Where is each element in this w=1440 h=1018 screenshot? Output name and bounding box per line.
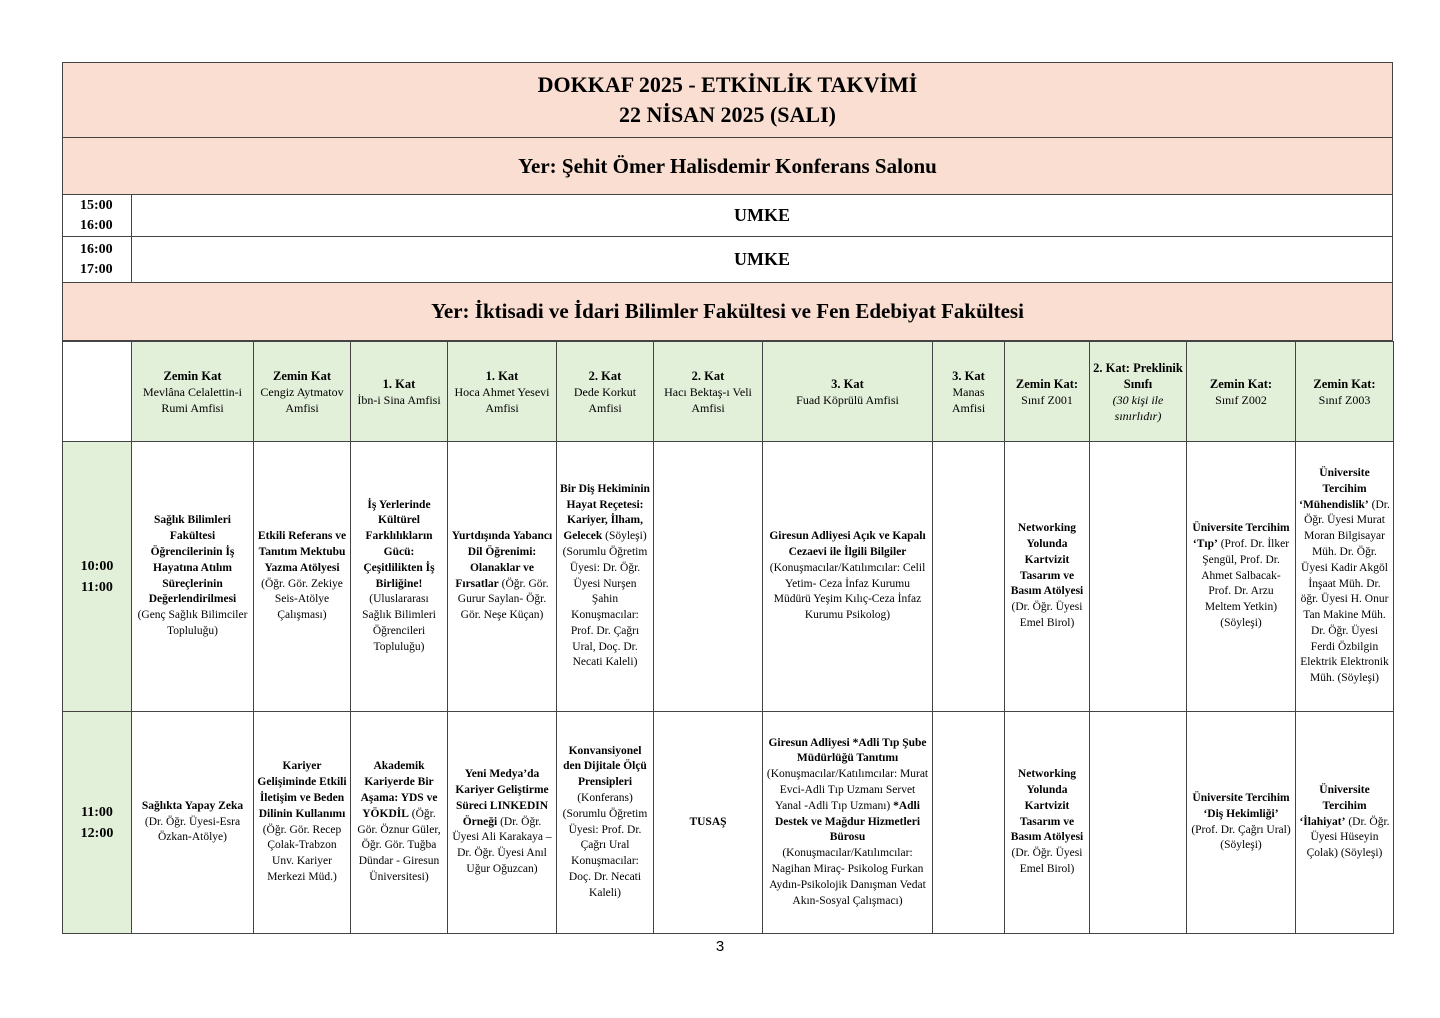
room-name: Sınıf Z001 [1021,392,1073,407]
event-title: TUSAŞ [689,815,727,828]
room-floor: 2. Kat [588,368,622,383]
event-title: Sağlıkta Yapay Zeka [141,799,244,812]
room-header [1187,342,1296,442]
room-header [1090,342,1187,442]
event-cell [1296,442,1394,712]
event-cell-empty [933,712,1005,934]
room-name: Sınıf Z003 [1318,392,1371,407]
event-detail: (Dr. Öğr. Üyesi Emel Birol) [1011,847,1083,875]
event-cell [1005,442,1090,712]
time-start: 10:00 [80,558,114,574]
schedule-row [63,442,1394,712]
event-cell [132,442,254,712]
event-detail: (Konuşmacılar/Katılımcılar: Celil Yetim- Ceza İnfaz Kurumu Müdürü Yeşim Kılıç-Ceza İnfaz Kurumu Psikolog) [769,561,926,622]
room-floor: Zemin Kat [273,368,331,383]
title-block [62,62,1393,138]
event-detail: (Dr. Öğr. Üyesi Ali Karakaya – Dr. Öğr. Üyesi Anıl Uğur Oğuzcan) [452,815,552,875]
room-header-row [63,342,1394,442]
event-detail: (Öğr. Gör. Gurur Saylan- Öğr. Gör. Neşe Küçan) [457,577,549,622]
time-slot [63,237,132,282]
event-cell [351,712,448,934]
room-header [654,342,763,442]
header-corner [63,342,132,442]
event-detail: (Dr. Öğr. Üyesi Emel Birol) [1011,601,1083,629]
event-title: Kariyer Gelişiminde Etkili İletişim ve Beden Dilinin Kullanımı [257,760,347,820]
time-start: 11:00 [81,804,113,820]
time-end: 12:00 [80,825,114,841]
event-detail: (Söyleşi) (Sorumlu Öğretim Üyesi: Dr. Öğr. Üyesi Nurşen Şahin Konuşmacılar: Prof. Dr. Çağrı Ural, Doç. Dr. Necati Kaleli) [562,530,648,669]
umke-row [62,237,1393,283]
event-detail: (Uluslararası Sağlık Bilimleri Öğrencileri Topluluğu) [362,593,436,653]
event-detail: (Dr. Öğr. Üyesi Murat Moran Bilgisayar Müh. Dr. Öğr. Üyesi Kadir Akgöl İnşaat Müh. Dr. öğr. Üyesi H. Onur Tan Makine Müh. Dr. Öğr. Üyesi Ferdi Özbilgin Elektrik Elektronik Müh. (Söyleşi) [1300,498,1390,685]
event-cell [448,442,557,712]
time-end: 17:00 [80,261,113,277]
room-capacity-note: (30 kişi ile sınırlıdır) [1112,392,1164,423]
room-name: Hoca Ahmet Yesevi Amfisi [454,384,550,415]
event-cell-empty [1090,442,1187,712]
schedule-table [62,341,1394,934]
venue-conference-hall: Yer: Şehit Ömer Halisdemir Konferans Salonu [62,138,1393,195]
event-cell [254,712,351,934]
event-cell [763,712,933,934]
event-detail-secondary: (Konuşmacılar/Katılımcılar: Nagihan Miraç- Psikolog Furkan Aydın-Psikolojik Danışman Vedat Akın-Sosyal Çalışmacı) [769,847,926,907]
time-start: 15:00 [80,197,113,213]
event-detail: (Öğr. Gör. Recep Çolak-Trabzon Unv. Kariyer Merkezi Müd.) [262,823,342,883]
room-name: Dede Korkut Amfisi [573,384,637,415]
room-floor: 2. Kat [691,368,725,383]
event-title: Sağlık Bilimleri Fakültesi Öğrencilerinin İş Hayatına Atılım Süreçlerinin Değerlendirilmesi [148,514,237,606]
event-title: Akademik Kariyerde Bir Aşama: YDS ve YÖKDİL [360,760,438,820]
room-floor: Zemin Kat: [1313,376,1376,391]
event-cell [557,442,654,712]
room-header [1296,342,1394,442]
room-name: Mevlâna Celalettin-i Rumi Amfisi [143,384,242,415]
event-cell [557,712,654,934]
umke-event: UMKE [734,205,790,225]
event-title: Üniversite Tercihim ‘Mühendislik’ [1299,466,1370,511]
event-title: Yurtdışında Yabancı Dil Öğrenimi: Olanaklar ve Fırsatlar [451,530,553,590]
schedule-row [63,712,1394,934]
room-header [351,342,448,442]
event-detail: (Genç Sağlık Bilimciler Topluluğu) [137,609,248,637]
room-name: İbn-i Sina Amfisi [357,392,441,407]
event-detail: (Konuşmacılar/Katılımcılar: Murat Evci-Adli Tıp Uzmanı Servet Yanal -Adli Tıp Uzmanı) [766,768,929,812]
event-title: Konvansiyonel den Dijitale Ölçü Prensipleri [563,744,647,789]
umke-event: UMKE [734,249,790,269]
event-cell [448,712,557,934]
room-header [763,342,933,442]
room-header [448,342,557,442]
room-floor: 2. Kat: Preklinik Sınıfı [1093,360,1183,391]
time-slot [63,442,132,712]
event-cell [1187,442,1296,712]
room-header [254,342,351,442]
event-cell-empty [654,442,763,712]
event-cell [763,442,933,712]
event-cell [1005,712,1090,934]
venue-faculties: Yer: İktisadi ve İdari Bilimler Fakültesi ve Fen Edebiyat Fakültesi [62,283,1393,341]
event-title: Etkili Referans ve Tanıtım Mektubu Yazma Atölyesi [257,530,347,574]
room-name: Manas Amfisi [951,384,986,415]
event-title: Networking Yolunda Kartvizit Tasarım ve Basım Atölyesi [1010,522,1084,598]
time-start: 16:00 [80,241,113,257]
room-floor: Zemin Kat: [1209,376,1273,391]
room-floor: 1. Kat [382,376,416,391]
time-end: 16:00 [80,217,113,233]
room-header [557,342,654,442]
event-title: İş Yerlerinde Kültürel Farklılıkların Gücü: Çeşitlilikten İş Birliğine! [363,498,435,590]
time-slot [63,712,132,934]
event-date: 22 NİSAN 2025 (SALI) [619,102,836,127]
time-slot [63,195,132,236]
room-header [1005,342,1090,442]
event-title: Üniversite Tercihim ‘Tıp’ [1192,522,1290,550]
event-detail: (Dr. Öğr. Üyesi-Esra Özkan-Atölye) [144,815,241,844]
room-floor: 1. Kat [485,368,519,383]
event-detail: (Dr. Öğr. Üyesi Hüseyin Çolak) (Söyleşi) [1306,815,1390,860]
page-number: 3 [715,938,725,955]
room-floor: 3. Kat [952,368,985,383]
room-floor: Zemin Kat: [1015,376,1079,391]
event-cell [654,712,763,934]
time-end: 11:00 [81,579,113,595]
event-detail: (Konferans) (Sorumlu Öğretim Üyesi: Prof. Dr. Çağrı Ural Konuşmacılar: Doç. Dr. Necati Kaleli) [562,791,648,899]
room-name: Cengiz Aytmatov Amfisi [260,384,344,415]
event-cell [1296,712,1394,934]
room-floor: Zemin Kat [163,368,222,383]
event-title: Giresun Adliyesi *Adli Tıp Şube Müdürlüğü Tanıtımı [768,736,927,765]
event-title: Bir Diş Hekiminin Hayat Reçetesi: Kariyer, İlham, Gelecek [560,482,650,543]
event-title: Giresun Adliyesi Açık ve Kapalı Cezaevi ile İlgili Bilgiler [769,530,926,558]
event-title: DOKKAF 2025 - ETKİNLİK TAKVİMİ [537,72,918,97]
room-header [933,342,1005,442]
event-title-secondary: *Adli Destek ve Mağdur Hizmetleri Bürosu [774,799,921,844]
event-detail: (Prof. Dr. Çağrı Ural) (Söyleşi) [1191,823,1291,852]
event-title: Üniversite Tercihim ‘İlahiyat’ [1299,784,1370,828]
event-detail: (Öğr. Gör. Öznur Güler, Öğr. Gör. Tuğba Dündar - Giresun Üniversitesi) [357,807,441,883]
event-detail: (Öğr. Gör. Zekiye Seis-Atölye Çalışması) [261,577,343,622]
room-name: Hacı Bektaş-ı Veli Amfisi [664,384,752,415]
room-name: Fuad Köprülü Amfisi [796,392,899,407]
event-cell [132,712,254,934]
room-header [132,342,254,442]
event-title: Yeni Medya’da Kariyer Geliştirme Süreci LINKEDIN Örneği [455,768,549,828]
event-title: Networking Yolunda Kartvizit Tasarım ve Basım Atölyesi [1010,768,1084,844]
schedule-sheet [62,62,1393,934]
event-cell [351,442,448,712]
room-floor: 3. Kat [831,376,864,391]
event-cell-empty [1090,712,1187,934]
event-cell [1187,712,1296,934]
event-title: Üniversite Tercihim ‘Diş Hekimliği’ [1192,791,1290,820]
event-detail: (Prof. Dr. İlker Şengül, Prof. Dr. Ahmet Salbacak- Prof. Dr. Arzu Meltem Yetkin) (Söyleşi) [1201,538,1290,629]
umke-row [62,195,1393,237]
room-name: Sınıf Z002 [1215,392,1267,407]
event-cell-empty [933,442,1005,712]
event-cell [254,442,351,712]
